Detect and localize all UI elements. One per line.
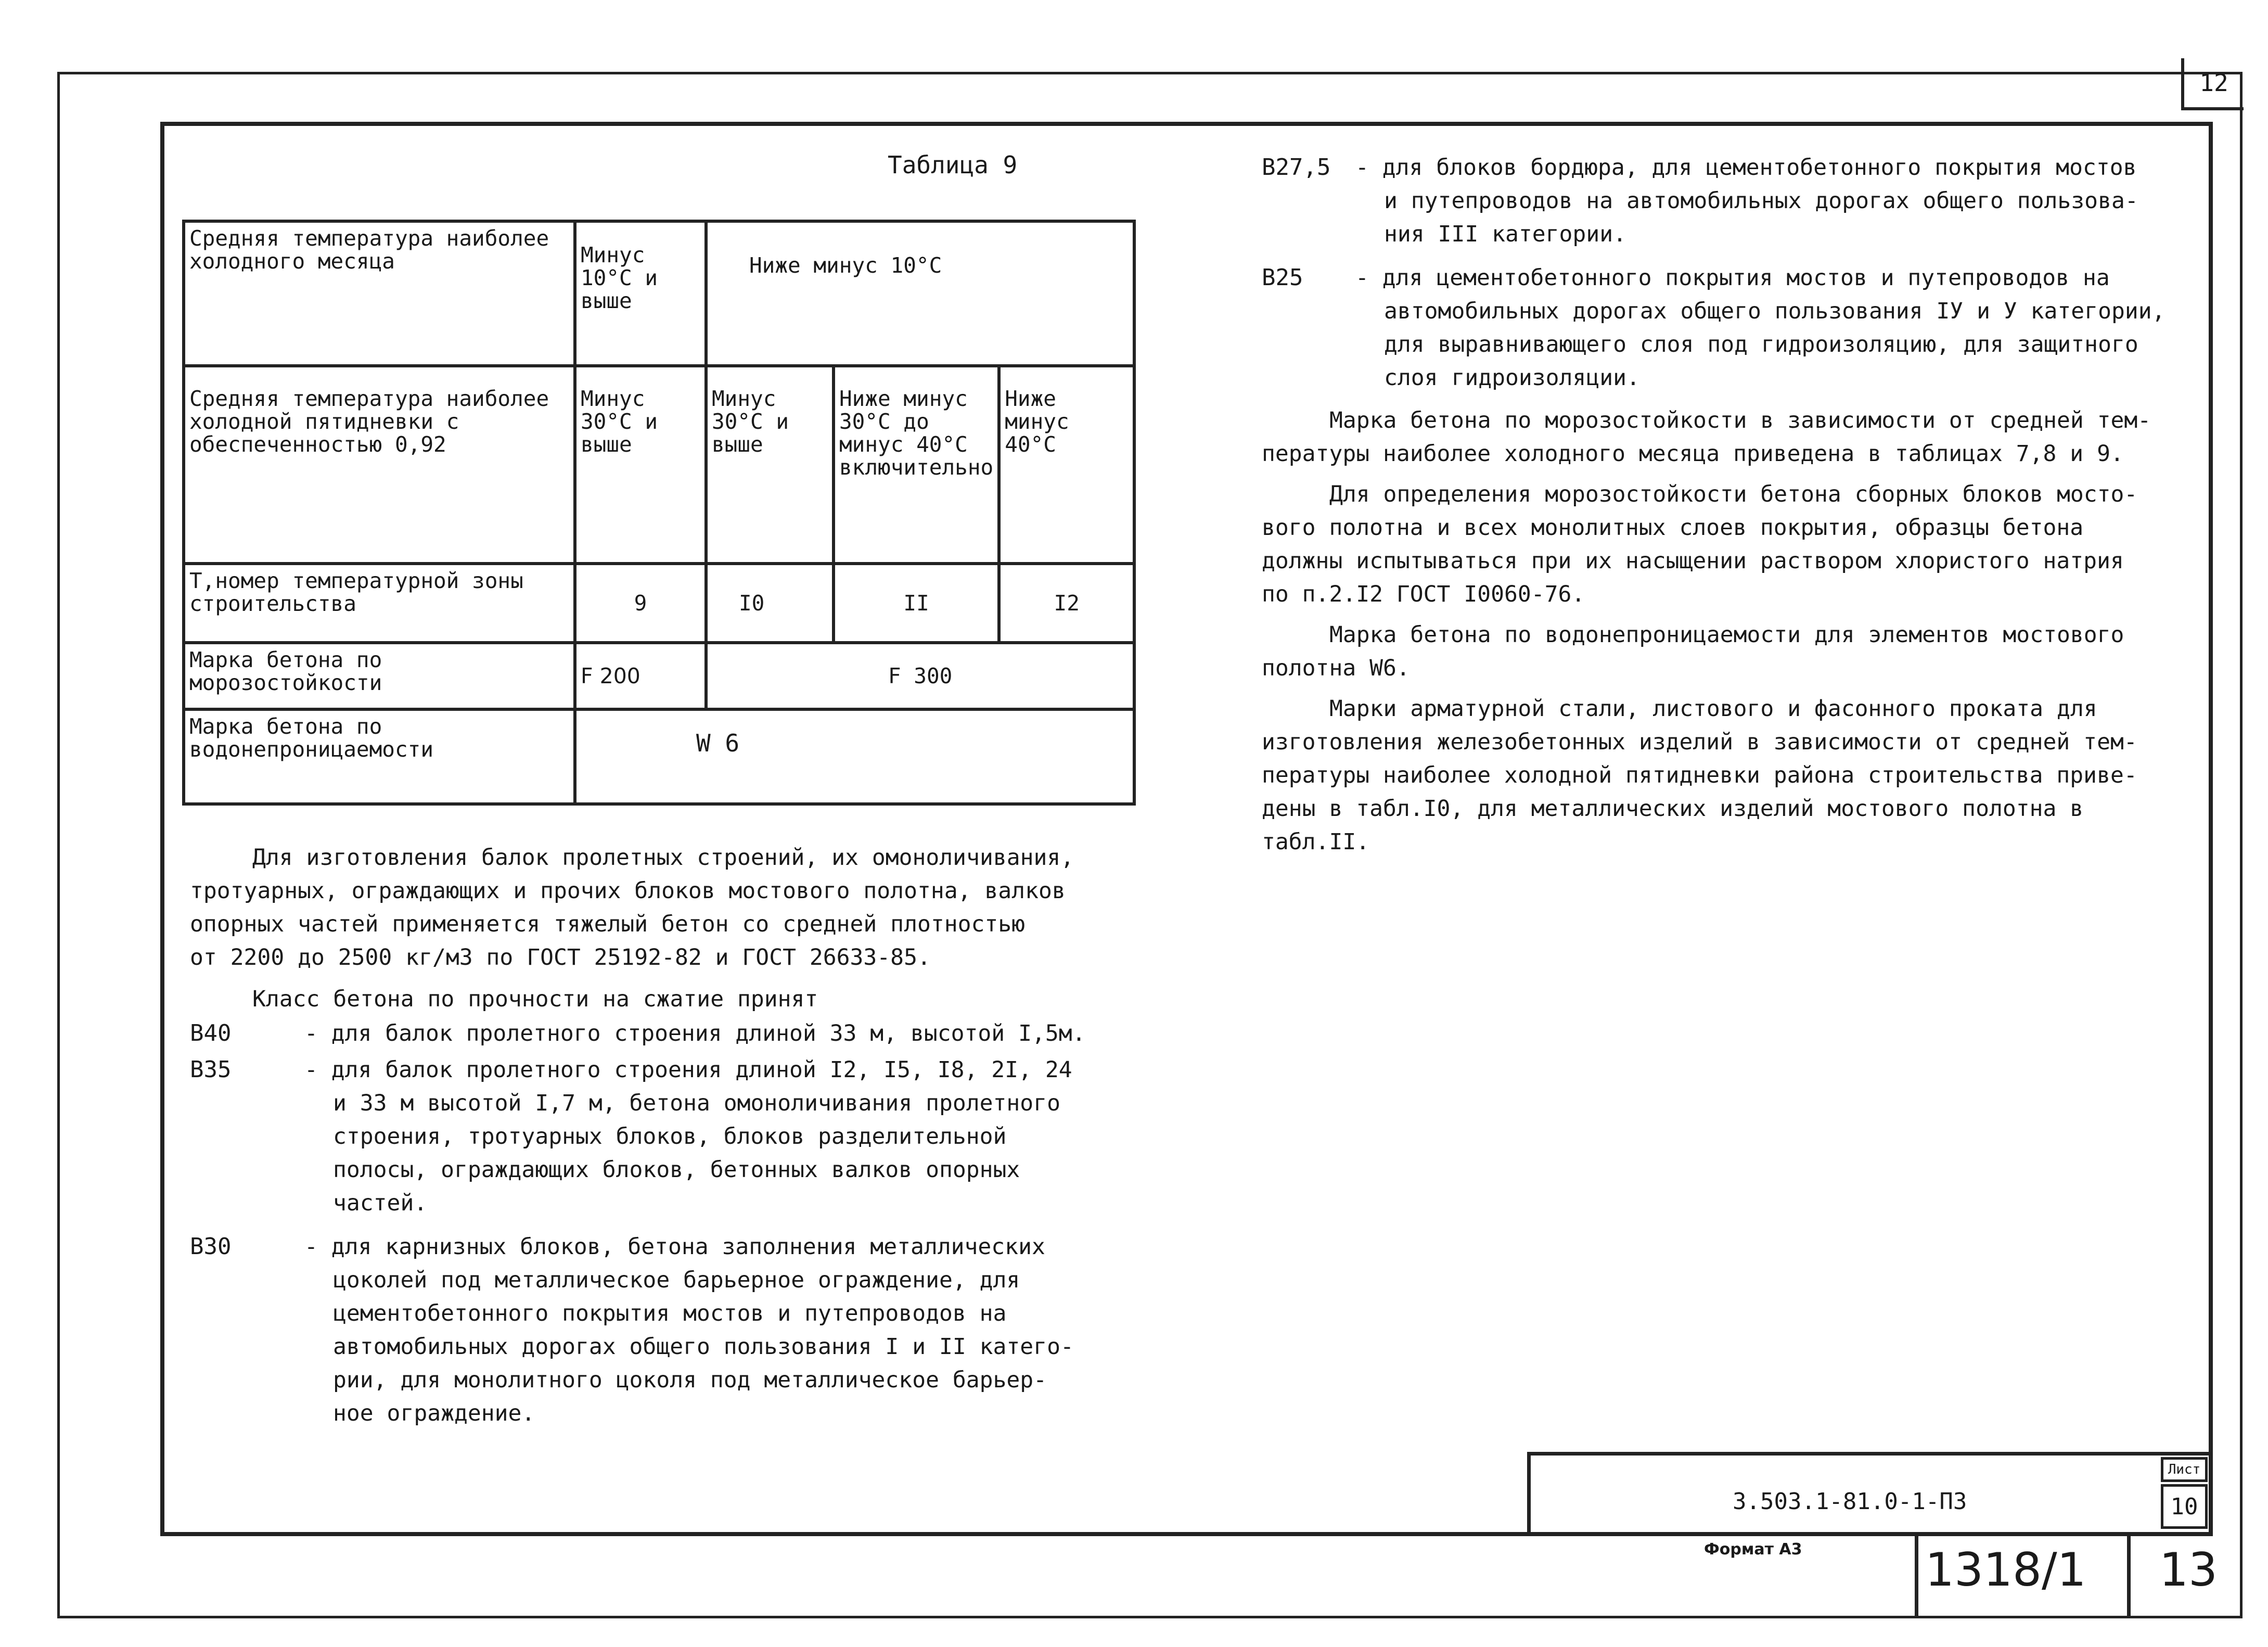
class-text: частей. (333, 1190, 428, 1216)
row4-c2: F 300 (706, 643, 1134, 709)
class-text: автомобильных дорогах общего пользования IУ и У категории, (1384, 298, 2166, 324)
class-heading: Класс бетона по прочности на сжатие принят (252, 986, 818, 1012)
paragraph-line: изготовления железобетонных изделий в зависимости от средней тем- (1262, 729, 2137, 755)
document-code: 3.503.1-81.0-1-ПЗ (1733, 1488, 1967, 1515)
paragraph-line: пературы наиболее холодной пятидневки района строительства приве- (1262, 762, 2137, 788)
paragraph-line: Марка бетона по морозостойкости в зависимости от средней тем- (1329, 407, 2151, 433)
row3-c1: 9 (575, 564, 706, 643)
paragraph-line: дены в табл.I0, для металлических изделий мостового полотна в (1262, 796, 2084, 822)
class-item (1262, 151, 2198, 255)
paragraph-line: по п.2.I2 ГОСТ I0060-76. (1262, 581, 1585, 607)
row4-label: Марка бетона по морозостойкости (184, 643, 575, 709)
class-item (190, 1230, 1106, 1438)
intro-line: Для изготовления балок пролетных строений, их омоноличивания, (252, 845, 1074, 871)
class-text: - для балок пролетного строения длиной 33 м, высотой I,5м. (304, 1020, 1086, 1046)
class-text: и путепроводов на автомобильных дорогах общего пользова- (1384, 188, 2138, 214)
inventory-sheet: 13 (2159, 1543, 2218, 1597)
row4-c1: F 200 (575, 643, 706, 709)
class-item (1262, 261, 2198, 402)
class-item (190, 1053, 1106, 1227)
paragraph (1262, 478, 2198, 611)
sheet-number: 10 (2161, 1484, 2208, 1529)
left-text (190, 841, 1106, 1438)
class-text: цементобетонного покрытия мостов и путепроводов на (333, 1300, 1007, 1326)
inventory-divider (2127, 1536, 2131, 1618)
table-9 (182, 220, 1136, 806)
row3-label: Т,номер температурной зоны строительства (184, 564, 575, 643)
class-text: цоколей под металлическое барьерное ограждение, для (333, 1267, 1020, 1293)
class-item (190, 1017, 1106, 1051)
row3-c4: I2 (999, 564, 1134, 643)
class-text: для выравнивающего слоя под гидроизоляцию, для защитного (1384, 331, 2138, 358)
row2-c4: Ниже минус 40°С (999, 366, 1134, 564)
paragraph-line: табл.II. (1262, 829, 1370, 855)
row2-label: Средняя температура наиболее холодной пятидневки с обеспеченностью 0,92 (184, 366, 575, 564)
right-text (1262, 151, 2198, 859)
paragraph-line: Марка бетона по водонепроницаемости для элементов мостового (1329, 622, 2124, 648)
table-title: Таблица 9 (888, 151, 1018, 179)
row3-c3: II (834, 564, 999, 643)
row2-c3: Ниже минус 30°С до минус 40°С включительно (834, 366, 999, 564)
row2-c2: Минус 30°С и выше (706, 366, 834, 564)
row5-c1: W 6 (575, 709, 1134, 804)
class-text: рии, для монолитного цоколя под металлическое барьер- (333, 1367, 1047, 1393)
paragraph-line: пературы наиболее холодного месяца приведена в таблицах 7,8 и 9. (1262, 441, 2124, 467)
paragraph-line: полотна W6. (1262, 655, 1410, 681)
paragraph-line: Для определения морозостойкости бетона сборных блоков мосто- (1329, 481, 2138, 507)
class-code: В35 (190, 1056, 232, 1083)
class-text: - для цементобетонного покрытия мостов и путепроводов на (1355, 265, 2110, 291)
class-code: В27,5 (1262, 154, 1331, 181)
class-text: строения, тротуарных блоков, блоков разделительной (333, 1123, 1007, 1150)
class-text: - для балок пролетного строения длиной I2, I5, I8, 2I, 24 (304, 1057, 1072, 1083)
class-text: - для карнизных блоков, бетона заполнения металлических (304, 1234, 1045, 1260)
class-text: ния III категории. (1384, 221, 1626, 247)
intro-line: опорных частей применяется тяжелый бетон со средней плотностью (190, 911, 1026, 937)
row5-label: Марка бетона по водонепроницаемости (184, 709, 575, 804)
paragraph-line: Марки арматурной стали, листового и фасонного проката для (1329, 696, 2097, 722)
row3-c2: I0 (706, 564, 834, 643)
class-code: В30 (190, 1233, 232, 1260)
row1-c1: Минус 10°С и выше (575, 221, 706, 366)
paragraph (1262, 618, 2198, 685)
class-text: полосы, ограждающих блоков, бетонных валков опорных (333, 1157, 1020, 1183)
sheet-label: Лист (2161, 1457, 2208, 1482)
intro-line: тротуарных, ограждающих и прочих блоков мостового полотна, валков (190, 878, 1066, 904)
class-text: - для блоков бордюра, для цементобетонного покрытия мостов (1355, 155, 2137, 181)
paragraph (1262, 692, 2198, 859)
class-text: ное ограждение. (333, 1400, 535, 1426)
row1-c2: Ниже минус 10°С (706, 221, 1134, 366)
intro-line: от 2200 до 2500 кг/м3 по ГОСТ 25192-82 и ГОСТ 26633-85. (190, 944, 931, 971)
class-text: слоя гидроизоляции. (1384, 365, 1640, 391)
class-text: и 33 м высотой I,7 м, бетона омоноличивания пролетного (333, 1090, 1060, 1116)
class-code: В25 (1262, 264, 1303, 291)
paragraph-line: должны испытываться при их насыщении раствором хлористого натрия (1262, 548, 2124, 574)
class-code: В40 (190, 1020, 232, 1046)
inventory-number: 1318/1 (1925, 1543, 2086, 1597)
page-number: 12 (2181, 58, 2244, 110)
paragraph-line: вого полотна и всех монолитных слоев покрытия, образцы бетона (1262, 515, 2084, 541)
class-text: автомобильных дорогах общего пользования I и II катего- (333, 1334, 1074, 1360)
format-label: Формат А3 (1704, 1540, 1802, 1559)
row2-c1: Минус 30°С и выше (575, 366, 706, 564)
row1-label: Средняя температура наиболее холодного месяца (184, 221, 575, 366)
paragraph (1262, 404, 2198, 470)
